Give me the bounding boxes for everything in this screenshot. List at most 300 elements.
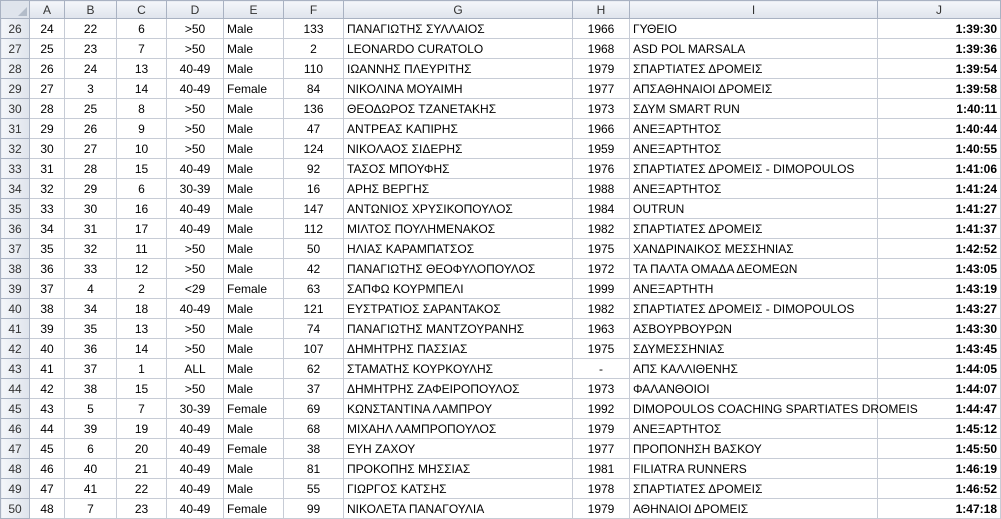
- row-header[interactable]: 49: [1, 479, 30, 499]
- cell-b[interactable]: 34: [65, 299, 117, 319]
- cell-e[interactable]: Male: [224, 139, 284, 159]
- cell-f[interactable]: 55: [284, 479, 344, 499]
- cell-d[interactable]: 40-49: [167, 79, 224, 99]
- cell-h[interactable]: 1963: [573, 319, 630, 339]
- row-header[interactable]: 44: [1, 379, 30, 399]
- cell-c[interactable]: 22: [117, 479, 167, 499]
- table-row: [1, 199, 1001, 219]
- row-header[interactable]: 36: [1, 219, 30, 239]
- cell-c[interactable]: 10: [117, 139, 167, 159]
- cell-g[interactable]: ΑΝΤΡΕΑΣ ΚΑΠΙΡΗΣ: [344, 119, 573, 139]
- cell-j[interactable]: 1:39:58: [878, 79, 1001, 99]
- cell-g[interactable]: ΓΙΩΡΓΟΣ ΚΑΤΣΗΣ: [344, 479, 573, 499]
- cell-g[interactable]: ΜΙΛΤΟΣ ΠΟΥΛΗΜΕΝΑΚΟΣ: [344, 219, 573, 239]
- cell-h[interactable]: 1979: [573, 419, 630, 439]
- cell-i[interactable]: ΣΠΑΡΤΙΑΤΕΣ ΔΡΟΜΕΙΣ - DIMOPOULOS: [630, 159, 878, 179]
- cell-b[interactable]: 3: [65, 79, 117, 99]
- cell-j[interactable]: 1:41:27: [878, 199, 1001, 219]
- cell-c[interactable]: 13: [117, 319, 167, 339]
- cell-j[interactable]: 1:40:44: [878, 119, 1001, 139]
- cell-g[interactable]: ΠΡΟΚΟΠΗΣ ΜΗΣΣΙΑΣ: [344, 459, 573, 479]
- cell-e[interactable]: Male: [224, 239, 284, 259]
- row-header[interactable]: 35: [1, 199, 30, 219]
- cell-f[interactable]: 112: [284, 219, 344, 239]
- table-row: [1, 119, 1001, 139]
- column-header-d[interactable]: D: [167, 1, 224, 19]
- table-row: [1, 279, 1001, 299]
- cell-h[interactable]: 1975: [573, 239, 630, 259]
- cell-b[interactable]: 32: [65, 239, 117, 259]
- cell-f[interactable]: 69: [284, 399, 344, 419]
- cell-i[interactable]: ΣΠΑΡΤΙΑΤΕΣ ΔΡΟΜΕΙΣ - DIMOPOULOS: [630, 299, 878, 319]
- cell-c[interactable]: 1: [117, 359, 167, 379]
- cell-g[interactable]: ΠΑΝΑΓΙΩΤΗΣ ΜΑΝΤΖΟΥΡΑΝΗΣ: [344, 319, 573, 339]
- cell-a[interactable]: 48: [30, 499, 65, 519]
- row-header[interactable]: 40: [1, 299, 30, 319]
- row-header[interactable]: 45: [1, 399, 30, 419]
- cell-d[interactable]: 40-49: [167, 59, 224, 79]
- cell-a[interactable]: 31: [30, 159, 65, 179]
- sheet-body: [1, 19, 1001, 519]
- cell-i[interactable]: ΑΝΕΞΑΡΤΗΤΟΣ: [630, 119, 878, 139]
- cell-i[interactable]: FILIATRA RUNNERS: [630, 459, 878, 479]
- cell-h[interactable]: 1975: [573, 339, 630, 359]
- row-header[interactable]: 33: [1, 159, 30, 179]
- cell-e[interactable]: Male: [224, 459, 284, 479]
- cell-f[interactable]: 47: [284, 119, 344, 139]
- cell-d[interactable]: >50: [167, 39, 224, 59]
- cell-a[interactable]: 27: [30, 79, 65, 99]
- cell-i[interactable]: ΣΔΥΜ SMART RUN: [630, 99, 878, 119]
- cell-c[interactable]: 12: [117, 259, 167, 279]
- cell-d[interactable]: >50: [167, 259, 224, 279]
- cell-d[interactable]: >50: [167, 99, 224, 119]
- cell-i[interactable]: DIMOPOULOS COACHING SPARTIATES DROMEIS: [630, 399, 878, 419]
- cell-h[interactable]: 1981: [573, 459, 630, 479]
- cell-a[interactable]: 36: [30, 259, 65, 279]
- row-header[interactable]: 30: [1, 99, 30, 119]
- table-row: [1, 439, 1001, 459]
- cell-h[interactable]: 1977: [573, 79, 630, 99]
- cell-d[interactable]: 40-49: [167, 499, 224, 519]
- cell-a[interactable]: 39: [30, 319, 65, 339]
- cell-g[interactable]: ΜΙΧΑΗΛ ΛΑΜΠΡΟΠΟΥΛΟΣ: [344, 419, 573, 439]
- row-header[interactable]: 39: [1, 279, 30, 299]
- cell-e[interactable]: Male: [224, 19, 284, 39]
- cell-a[interactable]: 42: [30, 379, 65, 399]
- column-header-f[interactable]: F: [284, 1, 344, 19]
- cell-e[interactable]: Male: [224, 99, 284, 119]
- cell-b[interactable]: 29: [65, 179, 117, 199]
- cell-b[interactable]: 35: [65, 319, 117, 339]
- row-header[interactable]: 47: [1, 439, 30, 459]
- table-row: [1, 19, 1001, 39]
- cell-a[interactable]: 37: [30, 279, 65, 299]
- cell-e[interactable]: Male: [224, 59, 284, 79]
- cell-j[interactable]: 1:47:18: [878, 499, 1001, 519]
- select-all-corner[interactable]: [1, 1, 30, 19]
- row-header[interactable]: 46: [1, 419, 30, 439]
- cell-h[interactable]: 1968: [573, 39, 630, 59]
- row-header[interactable]: 50: [1, 499, 30, 519]
- cell-g[interactable]: ΕΥΗ ΖΑΧΟΥ: [344, 439, 573, 459]
- cell-d[interactable]: >50: [167, 379, 224, 399]
- cell-h[interactable]: 1992: [573, 399, 630, 419]
- cell-g[interactable]: ΔΗΜΗΤΡΗΣ ΖΑΦΕΙΡΟΠΟΥΛΟΣ: [344, 379, 573, 399]
- cell-i[interactable]: ΓΥΘΕΙΟ: [630, 19, 878, 39]
- cell-e[interactable]: Male: [224, 159, 284, 179]
- cell-d[interactable]: 40-49: [167, 479, 224, 499]
- cell-i[interactable]: ΣΠΑΡΤΙΑΤΕΣ ΔΡΟΜΕΙΣ: [630, 59, 878, 79]
- cell-a[interactable]: 30: [30, 139, 65, 159]
- cell-e[interactable]: Male: [224, 479, 284, 499]
- cell-f[interactable]: 99: [284, 499, 344, 519]
- cell-h[interactable]: -: [573, 359, 630, 379]
- row-header[interactable]: 37: [1, 239, 30, 259]
- cell-a[interactable]: 33: [30, 199, 65, 219]
- cell-f[interactable]: 37: [284, 379, 344, 399]
- cell-i[interactable]: ΠΡΟΠΟΝΗΣΗ ΒΑΣΚΟΥ: [630, 439, 878, 459]
- cell-i[interactable]: ΑΝΕΞΑΡΤΗΤΟΣ: [630, 179, 878, 199]
- row-header[interactable]: 32: [1, 139, 30, 159]
- cell-a[interactable]: 28: [30, 99, 65, 119]
- cell-f[interactable]: 68: [284, 419, 344, 439]
- cell-c[interactable]: 23: [117, 499, 167, 519]
- cell-e[interactable]: Female: [224, 439, 284, 459]
- cell-b[interactable]: 41: [65, 479, 117, 499]
- cell-b[interactable]: 37: [65, 359, 117, 379]
- cell-c[interactable]: 2: [117, 279, 167, 299]
- cell-c[interactable]: 19: [117, 419, 167, 439]
- cell-j[interactable]: 1:40:11: [878, 99, 1001, 119]
- cell-b[interactable]: 4: [65, 279, 117, 299]
- cell-j[interactable]: 1:41:24: [878, 179, 1001, 199]
- cell-f[interactable]: 81: [284, 459, 344, 479]
- row-header[interactable]: 48: [1, 459, 30, 479]
- column-header-c[interactable]: C: [117, 1, 167, 19]
- table-row: [1, 419, 1001, 439]
- cell-g[interactable]: ΣΤΑΜΑΤΗΣ ΚΟΥΡΚΟΥΛΗΣ: [344, 359, 573, 379]
- cell-c[interactable]: 15: [117, 379, 167, 399]
- cell-g[interactable]: ΑΡΗΣ ΒΕΡΓΗΣ: [344, 179, 573, 199]
- row-header[interactable]: 29: [1, 79, 30, 99]
- cell-i[interactable]: ΑΝΕΞΑΡΤΗΤΗ: [630, 279, 878, 299]
- cell-i[interactable]: ΤΑ ΠΑΛΤΑ ΟΜΑΔΑ ΔΕΟΜΕΩΝ: [630, 259, 878, 279]
- cell-f[interactable]: 124: [284, 139, 344, 159]
- cell-h[interactable]: 1979: [573, 59, 630, 79]
- cell-b[interactable]: 6: [65, 439, 117, 459]
- table-row: [1, 299, 1001, 319]
- cell-a[interactable]: 34: [30, 219, 65, 239]
- cell-a[interactable]: 38: [30, 299, 65, 319]
- cell-i[interactable]: ΦΑΛΑΝΘΟΙΟΙ: [630, 379, 878, 399]
- row-header[interactable]: 43: [1, 359, 30, 379]
- row-header[interactable]: 31: [1, 119, 30, 139]
- column-header-b[interactable]: B: [65, 1, 117, 19]
- cell-i[interactable]: ΑΘΗΝΑΙΟΙ ΔΡΟΜΕΙΣ: [630, 499, 878, 519]
- cell-c[interactable]: 18: [117, 299, 167, 319]
- cell-i[interactable]: OUTRUN: [630, 199, 878, 219]
- cell-h[interactable]: 1999: [573, 279, 630, 299]
- cell-a[interactable]: 26: [30, 59, 65, 79]
- cell-e[interactable]: Female: [224, 79, 284, 99]
- cell-a[interactable]: 24: [30, 19, 65, 39]
- cell-d[interactable]: 40-49: [167, 299, 224, 319]
- cell-c[interactable]: 13: [117, 59, 167, 79]
- cell-h[interactable]: 1988: [573, 179, 630, 199]
- row-header[interactable]: 26: [1, 19, 30, 39]
- cell-e[interactable]: Male: [224, 259, 284, 279]
- cell-d[interactable]: 40-49: [167, 159, 224, 179]
- cell-h[interactable]: 1959: [573, 139, 630, 159]
- cell-a[interactable]: 29: [30, 119, 65, 139]
- cell-j[interactable]: 1:44:07: [878, 379, 1001, 399]
- cell-g[interactable]: ΑΝΤΩΝΙΟΣ ΧΡΥΣΙΚΟΠΟΥΛΟΣ: [344, 199, 573, 219]
- cell-f[interactable]: 110: [284, 59, 344, 79]
- cell-g[interactable]: ΔΗΜΗΤΡΗΣ ΠΑΣΣΙΑΣ: [344, 339, 573, 359]
- cell-h[interactable]: 1982: [573, 299, 630, 319]
- row-header[interactable]: 41: [1, 319, 30, 339]
- cell-h[interactable]: 1978: [573, 479, 630, 499]
- cell-d[interactable]: ALL: [167, 359, 224, 379]
- cell-c[interactable]: 6: [117, 19, 167, 39]
- cell-f[interactable]: 16: [284, 179, 344, 199]
- column-header-j[interactable]: J: [878, 1, 1001, 19]
- cell-j[interactable]: 1:42:52: [878, 239, 1001, 259]
- cell-e[interactable]: Male: [224, 339, 284, 359]
- cell-f[interactable]: 2: [284, 39, 344, 59]
- cell-h[interactable]: 1973: [573, 379, 630, 399]
- cell-i[interactable]: ΑΝΕΞΑΡΤΗΤΟΣ: [630, 139, 878, 159]
- cell-a[interactable]: 45: [30, 439, 65, 459]
- cell-i[interactable]: ΧΑΝΔΡΙΝΑΙΚΟΣ ΜΕΣΣΗΝΙΑΣ: [630, 239, 878, 259]
- cell-h[interactable]: 1972: [573, 259, 630, 279]
- cell-g[interactable]: ΝΙΚΟΛΑΟΣ ΣΙΔΕΡΗΣ: [344, 139, 573, 159]
- cell-h[interactable]: 1984: [573, 199, 630, 219]
- cell-j[interactable]: 1:44:47: [878, 399, 1001, 419]
- cell-d[interactable]: >50: [167, 239, 224, 259]
- cell-c[interactable]: 15: [117, 159, 167, 179]
- cell-e[interactable]: Male: [224, 379, 284, 399]
- cell-e[interactable]: Female: [224, 499, 284, 519]
- cell-b[interactable]: 38: [65, 379, 117, 399]
- cell-d[interactable]: 40-49: [167, 199, 224, 219]
- cell-j[interactable]: 1:39:54: [878, 59, 1001, 79]
- row-header[interactable]: 38: [1, 259, 30, 279]
- column-header-h[interactable]: H: [573, 1, 630, 19]
- cell-i[interactable]: ΣΔΥΜΕΣΣΗΝΙΑΣ: [630, 339, 878, 359]
- cell-i[interactable]: ΑΣΒΟΥΡΒΟΥΡΩΝ: [630, 319, 878, 339]
- cell-d[interactable]: >50: [167, 319, 224, 339]
- cell-d[interactable]: <29: [167, 279, 224, 299]
- cell-a[interactable]: 46: [30, 459, 65, 479]
- cell-e[interactable]: Male: [224, 359, 284, 379]
- cell-b[interactable]: 39: [65, 419, 117, 439]
- cell-d[interactable]: 40-49: [167, 459, 224, 479]
- table-row: [1, 99, 1001, 119]
- cell-d[interactable]: >50: [167, 339, 224, 359]
- cell-h[interactable]: 1966: [573, 119, 630, 139]
- cell-h[interactable]: 1982: [573, 219, 630, 239]
- cell-c[interactable]: 17: [117, 219, 167, 239]
- cell-c[interactable]: 9: [117, 119, 167, 139]
- cell-b[interactable]: 33: [65, 259, 117, 279]
- cell-f[interactable]: 62: [284, 359, 344, 379]
- cell-b[interactable]: 22: [65, 19, 117, 39]
- cell-e[interactable]: Male: [224, 319, 284, 339]
- cell-j[interactable]: 1:45:50: [878, 439, 1001, 459]
- cell-g[interactable]: ΣΑΠΦΩ ΚΟΥΡΜΠΕΛΙ: [344, 279, 573, 299]
- cell-i[interactable]: ΣΠΑΡΤΙΑΤΕΣ ΔΡΟΜΕΙΣ: [630, 479, 878, 499]
- cell-b[interactable]: 23: [65, 39, 117, 59]
- cell-i[interactable]: ΑΠΣΑΘΗΝΑΙΟΙ ΔΡΟΜΕΙΣ: [630, 79, 878, 99]
- cell-c[interactable]: 7: [117, 39, 167, 59]
- cell-j[interactable]: 1:43:05: [878, 259, 1001, 279]
- cell-a[interactable]: 32: [30, 179, 65, 199]
- cell-e[interactable]: Male: [224, 119, 284, 139]
- cell-i[interactable]: ΑΝΕΞΑΡΤΗΤΟΣ: [630, 419, 878, 439]
- column-header-e[interactable]: E: [224, 1, 284, 19]
- row-header[interactable]: 27: [1, 39, 30, 59]
- cell-a[interactable]: 47: [30, 479, 65, 499]
- cell-i[interactable]: ΑΠΣ ΚΑΛΛΙΘΕΝΗΣ: [630, 359, 878, 379]
- column-header-g[interactable]: G: [344, 1, 573, 19]
- cell-d[interactable]: 30-39: [167, 399, 224, 419]
- cell-e[interactable]: Male: [224, 219, 284, 239]
- cell-d[interactable]: 40-49: [167, 219, 224, 239]
- table-row: [1, 479, 1001, 499]
- cell-d[interactable]: 40-49: [167, 419, 224, 439]
- cell-j[interactable]: 1:39:36: [878, 39, 1001, 59]
- cell-c[interactable]: 14: [117, 339, 167, 359]
- cell-f[interactable]: 63: [284, 279, 344, 299]
- cell-f[interactable]: 38: [284, 439, 344, 459]
- cell-j[interactable]: 1:43:30: [878, 319, 1001, 339]
- cell-f[interactable]: 42: [284, 259, 344, 279]
- cell-c[interactable]: 7: [117, 399, 167, 419]
- cell-d[interactable]: >50: [167, 139, 224, 159]
- cell-a[interactable]: 44: [30, 419, 65, 439]
- cell-g[interactable]: ΘΕΟΔΩΡΟΣ ΤΖΑΝΕΤΑΚΗΣ: [344, 99, 573, 119]
- cell-h[interactable]: 1973: [573, 99, 630, 119]
- cell-e[interactable]: Female: [224, 399, 284, 419]
- cell-b[interactable]: 30: [65, 199, 117, 219]
- cell-f[interactable]: 107: [284, 339, 344, 359]
- cell-a[interactable]: 25: [30, 39, 65, 59]
- cell-f[interactable]: 147: [284, 199, 344, 219]
- cell-a[interactable]: 41: [30, 359, 65, 379]
- cell-b[interactable]: 7: [65, 499, 117, 519]
- cell-b[interactable]: 40: [65, 459, 117, 479]
- cell-a[interactable]: 35: [30, 239, 65, 259]
- cell-a[interactable]: 40: [30, 339, 65, 359]
- cell-j[interactable]: 1:44:05: [878, 359, 1001, 379]
- cell-d[interactable]: 30-39: [167, 179, 224, 199]
- cell-b[interactable]: 5: [65, 399, 117, 419]
- cell-b[interactable]: 24: [65, 59, 117, 79]
- cell-d[interactable]: 40-49: [167, 439, 224, 459]
- cell-g[interactable]: ΤΑΣΟΣ ΜΠΟΥΦΗΣ: [344, 159, 573, 179]
- cell-c[interactable]: 16: [117, 199, 167, 219]
- cell-b[interactable]: 36: [65, 339, 117, 359]
- cell-h[interactable]: 1979: [573, 499, 630, 519]
- cell-h[interactable]: 1976: [573, 159, 630, 179]
- cell-g[interactable]: ΝΙΚΟΛΙΝΑ ΜΟΥΑΙΜΗ: [344, 79, 573, 99]
- cell-j[interactable]: 1:43:27: [878, 299, 1001, 319]
- cell-g[interactable]: ΝΙΚΟΛΕΤΑ ΠΑΝΑΓΟΥΛΙΑ: [344, 499, 573, 519]
- column-header-i[interactable]: I: [630, 1, 878, 19]
- cell-e[interactable]: Male: [224, 39, 284, 59]
- table-row: [1, 79, 1001, 99]
- cell-c[interactable]: 11: [117, 239, 167, 259]
- cell-j[interactable]: 1:43:45: [878, 339, 1001, 359]
- cell-f[interactable]: 74: [284, 319, 344, 339]
- cell-b[interactable]: 28: [65, 159, 117, 179]
- cell-g[interactable]: ΚΩΝΣΤΑΝΤΙΝΑ ΛΑΜΠΡΟΥ: [344, 399, 573, 419]
- cell-j[interactable]: 1:45:12: [878, 419, 1001, 439]
- cell-j[interactable]: 1:40:55: [878, 139, 1001, 159]
- cell-g[interactable]: ΠΑΝΑΓΙΩΤΗΣ ΣΥΛΛΑΙΟΣ: [344, 19, 573, 39]
- row-header[interactable]: 42: [1, 339, 30, 359]
- cell-g[interactable]: ΕΥΣΤΡΑΤΙΟΣ ΣΑΡΑΝΤΑΚΟΣ: [344, 299, 573, 319]
- cell-e[interactable]: Male: [224, 179, 284, 199]
- column-header-a[interactable]: A: [30, 1, 65, 19]
- table-row: [1, 459, 1001, 479]
- cell-c[interactable]: 21: [117, 459, 167, 479]
- cell-f[interactable]: 84: [284, 79, 344, 99]
- cell-c[interactable]: 6: [117, 179, 167, 199]
- row-header[interactable]: 28: [1, 59, 30, 79]
- cell-g[interactable]: LEONARDO CURATOLO: [344, 39, 573, 59]
- cell-b[interactable]: 26: [65, 119, 117, 139]
- table-row: [1, 39, 1001, 59]
- cell-c[interactable]: 8: [117, 99, 167, 119]
- table-row: [1, 259, 1001, 279]
- cell-f[interactable]: 121: [284, 299, 344, 319]
- cell-f[interactable]: 92: [284, 159, 344, 179]
- cell-c[interactable]: 20: [117, 439, 167, 459]
- cell-j[interactable]: 1:46:52: [878, 479, 1001, 499]
- cell-h[interactable]: 1966: [573, 19, 630, 39]
- cell-j[interactable]: 1:41:06: [878, 159, 1001, 179]
- cell-j[interactable]: 1:41:37: [878, 219, 1001, 239]
- cell-a[interactable]: 43: [30, 399, 65, 419]
- cell-g[interactable]: ΗΛΙΑΣ ΚΑΡΑΜΠΑΤΣΟΣ: [344, 239, 573, 259]
- cell-c[interactable]: 14: [117, 79, 167, 99]
- cell-b[interactable]: 31: [65, 219, 117, 239]
- cell-f[interactable]: 133: [284, 19, 344, 39]
- cell-g[interactable]: ΙΩΑΝΝΗΣ ΠΛΕΥΡΙΤΗΣ: [344, 59, 573, 79]
- cell-e[interactable]: Male: [224, 299, 284, 319]
- row-header[interactable]: 34: [1, 179, 30, 199]
- cell-e[interactable]: Male: [224, 199, 284, 219]
- cell-h[interactable]: 1977: [573, 439, 630, 459]
- cell-d[interactable]: >50: [167, 19, 224, 39]
- cell-i[interactable]: ΣΠΑΡΤΙΑΤΕΣ ΔΡΟΜΕΙΣ: [630, 219, 878, 239]
- cell-f[interactable]: 136: [284, 99, 344, 119]
- cell-e[interactable]: Male: [224, 419, 284, 439]
- cell-e[interactable]: Female: [224, 279, 284, 299]
- cell-f[interactable]: 50: [284, 239, 344, 259]
- cell-b[interactable]: 25: [65, 99, 117, 119]
- cell-b[interactable]: 27: [65, 139, 117, 159]
- cell-d[interactable]: >50: [167, 119, 224, 139]
- cell-i[interactable]: ASD POL MARSALA: [630, 39, 878, 59]
- cell-j[interactable]: 1:39:30: [878, 19, 1001, 39]
- cell-j[interactable]: 1:46:19: [878, 459, 1001, 479]
- cell-j[interactable]: 1:43:19: [878, 279, 1001, 299]
- cell-g[interactable]: ΠΑΝΑΓΙΩΤΗΣ ΘΕΟΦΥΛΟΠΟΥΛΟΣ: [344, 259, 573, 279]
